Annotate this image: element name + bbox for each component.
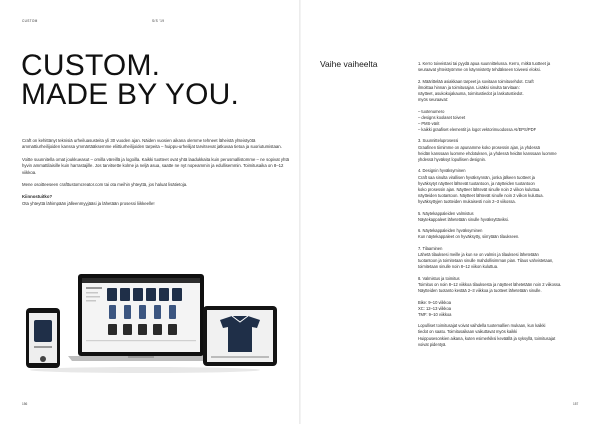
step-6-line: Kun näytekappaleet on hyväksytty, siirrytään tilaukseen. [418, 234, 520, 240]
step-6 [418, 228, 580, 240]
running-header-left: CUSTOM [22, 19, 38, 23]
step-4-line: hyväksytyt näytteet lähtevät tuotantoon, ja näytteiden tuotantoon [418, 180, 535, 186]
step-4-line: Craft saa sinulta virallisen hyväksynnän, jonka jälkeen tuotteet ja [418, 174, 535, 180]
step-4-line: koko prosessin ajan. Näytteet lähtevät sinulle noin 2 viikon kuluttua. [418, 186, 541, 192]
running-header-season: S/S '19 [152, 19, 165, 23]
intro-body-column [22, 138, 294, 213]
step-5-line: Näytekappaleet lähetetään sinulle hyväksyttäviksi. [418, 216, 510, 222]
step-1 [418, 61, 580, 73]
closing-note-line: Huippusesonkien aikana, kuten esimerkiksi keväällä ja syksyllä, toimitusajat [418, 335, 556, 341]
intro-paragraph-1: Craft on kehittänyt teknisiä urheiluasusteita yli 30 vuoden ajan. Näiden vuosien aikana olemme tehneet läheistä yhteistyötä ammattiurheilijoiden kanssa ymmärtääksemme eliittiurheilijoiden tarpeita – huippu-urheilijat tarvitsevat jatkuvaa tietoa ja suoriutumistaan. [22, 138, 282, 150]
closing-note-line: Lopulliset toimitusajat voivat vaihdella tuotemallien mukaan, kun kaikki [418, 323, 546, 329]
step-7-line: 7. Tilaaminen [418, 245, 443, 251]
closing-note-line: voivat pidentyä. [418, 341, 447, 347]
step-4-line: hyväksyttyjen tuotteiden mukaisesti noin 2–3 viikossa. [418, 199, 516, 205]
page-number-left: 156 [22, 402, 28, 406]
step-2-line: ilmoittaa hinnan ja toimitusajan. Lisäksi sinulta tarvitaan: [418, 84, 520, 90]
step-5 [418, 211, 580, 223]
delivery-time-item: TMF: 9–10 viikkoa [418, 311, 452, 317]
page-headline [21, 51, 291, 109]
laptop-icon [68, 274, 214, 361]
step-3-line: 3. Suunnitteluprosessi [418, 138, 459, 144]
step-2-line: myös seuraavat: [418, 97, 449, 103]
page-number-right: 157 [573, 402, 579, 406]
step-8-line: Näytteiden tuotanto kestää 2–3 viikkoa ja tuotteet lähetetään sinulle. [418, 288, 542, 294]
step-5-line: 5. Näytekappaleiden valmistus [418, 210, 474, 216]
delivery-time-item: Bike: 9–10 viikkoa [418, 299, 451, 305]
closing-note-line: tiedot on saatu. Toimitusaikaan vaikuttavat myös kaikki [418, 329, 518, 335]
step-7-line: tuotantoon ja toimitetaan sinulle mahdollisimman pian. Tilaus vahvistetaan, [418, 258, 554, 264]
step-4 [418, 168, 580, 205]
phone-icon [26, 308, 60, 368]
step-7-line: toimitetaan sinulle noin 8–12 viikon kuluttua. [418, 264, 499, 270]
page-gutter [299, 0, 301, 424]
step-3-line: yhdessä hyväksyt lopullisen designin. [418, 156, 487, 162]
tablet-icon [203, 306, 277, 366]
requirement-item: – kaikki graafiset elementit ja logot vektorimuodossa AI/EPS/PDF [418, 127, 537, 132]
step-4-line: 4. Designin hyväksyminen [418, 168, 466, 174]
requirements-list [418, 109, 580, 134]
requirement-item: – tuotenumero [418, 108, 445, 114]
delivery-time-item: XC: 12–13 viikkoa [418, 305, 451, 311]
step-7-line: Lähetä tilauksesi meille ja kun se on valmis ja tilauksesi lähetetään [418, 251, 539, 257]
section-title: Vaihe vaiheelta [320, 59, 378, 69]
step-3-line: Graafinen tiimimme on apunamme koko prosessin ajan, ja yhdessä [418, 144, 540, 150]
step-7 [418, 246, 580, 271]
step-8-line: 8. Valmistus ja toimitus [418, 275, 460, 281]
step-8-line: Toimitus on noin 8–12 viikkoa tilauksesta ja näytteet lähetetään noin 2 viikossa. [418, 281, 562, 287]
step-3-line: heidän kanssaan luomme ehdotuksen, ja yhdessä heidän kanssaan luomme [418, 150, 557, 156]
closing-note [418, 323, 580, 348]
intro-paragraph-2: Voitte suunnitella omat joukkueasut – omilla väreillä ja logoilla. Kaikki tuotteet ovat yhtä laadukkaita kuin perusmallistomme – ne sopivat yhtä hyvin ammattilaisille kuin harrastajille. Jos tarvitsette kolme ja neljä asua, saatte ne nyt nopeammin ja edullisemmin. Toimitusaika on 8–12 viikkoa. [22, 156, 290, 175]
step-2-line: näytteet, asukokojakauma, toimitustiedot ja laskutustiedot. [418, 90, 524, 96]
headline-line-1: CUSTOM. [21, 49, 161, 82]
headline-line-2: MADE BY YOU. [21, 78, 240, 111]
step-1-line: seuraavat yhteistyömme on käynnistetty tehdäkseen toiveesi eloksi. [418, 67, 541, 73]
step-4-line: näytteiden tuotantoon. Näytteet lähtevät sinulle noin 2 viikon kuluttua. [418, 193, 544, 198]
step-2-line: 2. Määrittelää asiakkaan tarpeet ja sovitaan toimitusehdot. Craft [418, 78, 534, 84]
requirement-item: – designs koolaset toiveet [418, 114, 466, 120]
step-6-line: 6. Näytekappaleiden hyväksyminen [418, 228, 483, 234]
interest-heading: Kiinnostuitko? [22, 194, 53, 200]
steps-column [418, 61, 580, 353]
step-1-line: 1. Kerro toiveistasi tai pyydä apua suunnittelussa. Kerro, mitkä tuotteet ja [418, 61, 551, 66]
step-3 [418, 138, 580, 163]
interest-text: Ota yhteyttä lähimpään jälleenmyyjääsi ja lähetään prosessi liikkeelle! [22, 200, 155, 206]
step-8 [418, 276, 580, 294]
intro-paragraph-3: Mene osoitteeseen crafttustomcreator.com tai ota meihin yhteyttä, jos haluat lisätietoja. [22, 182, 188, 188]
delivery-times [418, 300, 580, 318]
step-2 [418, 79, 580, 104]
requirement-item: – PMS-värit [418, 120, 440, 126]
devices-illustration [20, 270, 282, 374]
